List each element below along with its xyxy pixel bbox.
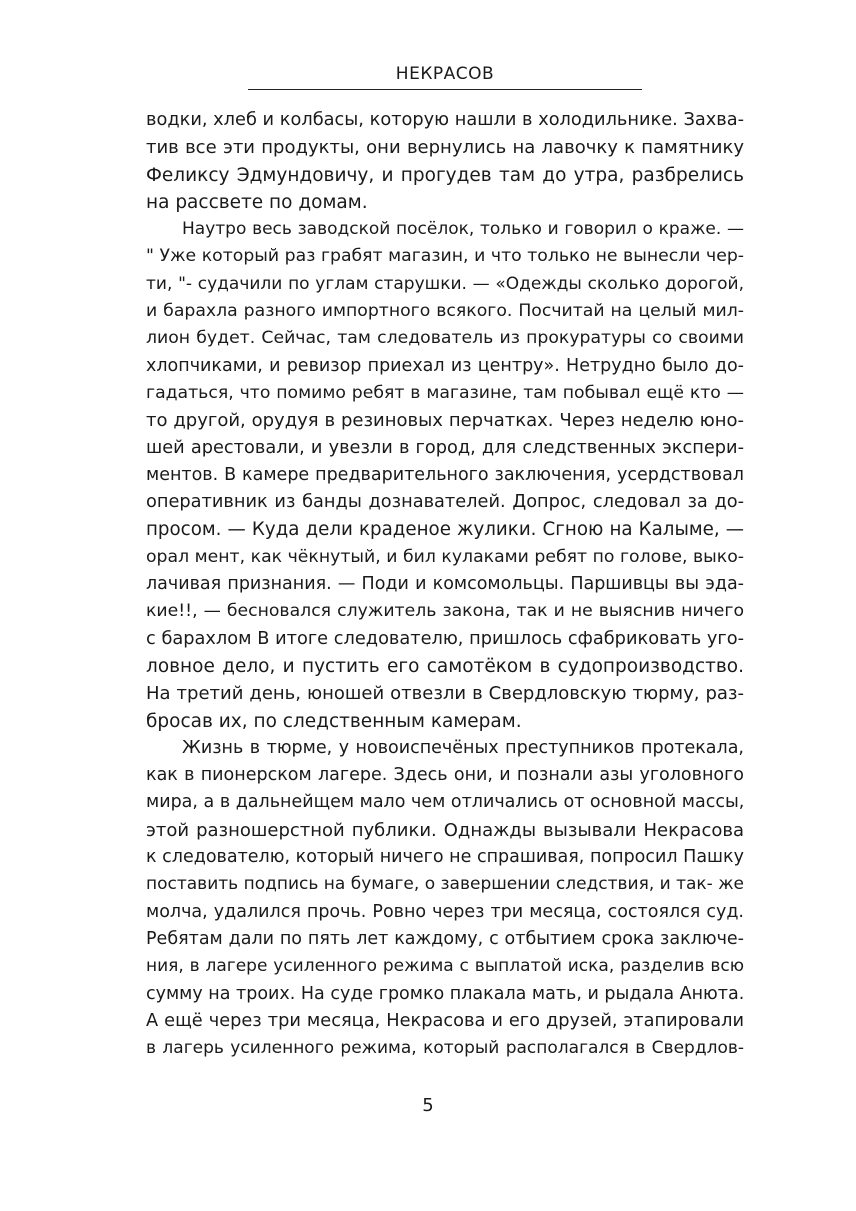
text-line: На третий день, юношей отвезли в Свердловскую тюрму, раз-: [146, 683, 744, 705]
text-line: в лагерь усиленного режима, который располагался в Свердлов-: [146, 1038, 744, 1059]
text-line: оперативник из банды дознавателей. Допрос, следовал за до-: [146, 492, 744, 513]
text-line: молча, удалился прочь. Ровно через три месяца, состоялся суд.: [146, 901, 744, 922]
page-number: 5: [422, 1095, 434, 1116]
text-line: орал мент, как чёкнутый, и бил кулаками ребят по голове, выко-: [146, 546, 744, 567]
text-line: Феликсу Эдмундовичу, и прогудев там до утра, разбрелись: [146, 164, 744, 186]
body-text: [146, 107, 744, 1062]
text-line: Ребятам дали по пять лет каждому, с отбытием срока заключе-: [146, 928, 744, 949]
text-line: А ещё через три месяца, Некрасова и его друзей, этапировали: [146, 1010, 744, 1031]
text-line: Жизнь в тюрме, у новоиспечёных преступников протекала,: [182, 737, 744, 758]
text-line: кие!!, — бесновался служитель закона, так и не выяснив ничего: [146, 601, 744, 622]
text-line: водки, хлеб и колбасы, которую нашли в холодильнике. Захва-: [146, 110, 744, 130]
text-line: лион будет. Сейчас, там следователь из прокуратуры со своими: [146, 328, 744, 349]
text-line: и барахла разного импортного всякого. Посчитай на целый мил-: [146, 301, 744, 322]
text-line: хлопчиками, и ревизор приехал из центру». Нетрудно было до-: [146, 355, 744, 376]
text-line: к следователю, который ничего не спрашивая, попросил Пашку: [146, 847, 744, 868]
text-line: с барахлом В итоге следователю, пришлось сфабриковать уго-: [146, 628, 744, 649]
text-line: как в пионерском лагере. Здесь они, и познали азы уголовного: [146, 765, 744, 786]
text-line: этой разношерстной публики. Однажды вызывали Некрасова: [146, 819, 744, 841]
text-line: на рассвете по домам.: [146, 191, 368, 213]
text-line: ти, "- судачили по углам старушки. — «Одежды сколько дорогой,: [146, 273, 744, 294]
running-title: НЕКРАСОВ: [395, 64, 495, 84]
text-line: лачивая признания. — Поди и комсомольцы. Паршивцы вы эда-: [146, 574, 744, 595]
text-line: сумму на троих. На суде громко плакала мать, и рыдала Анюта.: [146, 983, 745, 1004]
text-line: ловное дело, и пустить его самотёком в судопроизводство.: [146, 655, 744, 677]
text-line: ментов. В камере предварительного заключения, усердствовал: [146, 464, 744, 485]
text-line: шей арестовали, и увезли в город, для следственных экспери-: [146, 437, 744, 458]
header-rule: [248, 89, 642, 90]
text-line: " Уже который раз грабят магазин, и что только не вынесли чер-: [146, 246, 744, 267]
text-line: гадаться, что помимо ребят в магазине, там побывал ещё кто —: [146, 382, 744, 403]
text-line: бросав их, по следственным камерам.: [146, 710, 522, 732]
text-line: то другой, орудуя в резиновых перчатках. Через неделю юно-: [146, 410, 744, 432]
text-line: просом. — Куда дели краденое жулики. Сгною на Калыме, —: [146, 519, 744, 541]
text-line: ния, в лагере усиленного режима с выплатой иска, разделив всю: [146, 956, 744, 977]
text-line: поставить подпись на бумаге, о завершении следствия, и так- же: [146, 874, 744, 895]
text-line: мира, а в дальнейщем мало чем отличались от основной массы,: [146, 792, 745, 813]
text-line: тив все эти продукты, они вернулись на лавочку к памятнику: [146, 137, 744, 159]
text-line: Наутро весь заводской посёлок, только и говорил о краже. —: [182, 219, 744, 240]
